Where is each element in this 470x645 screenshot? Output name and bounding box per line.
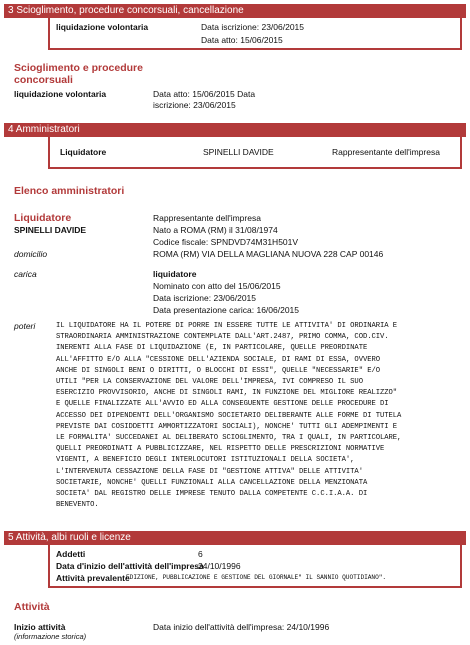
summary-representative: Rappresentante dell'impresa	[332, 147, 440, 157]
carica-nomina: Nominato con atto del 15/06/2015	[153, 281, 281, 291]
attivita-title: Attività	[14, 601, 50, 613]
poteri-line: PREVISTE DAI COSIDDETTI AMMORTIZZATORI SOCIALI), NONCHE' TUTTI GLI ADEMPIMENTI E	[56, 422, 398, 431]
poteri-line: SOCIETARIE, NONCHE' QUELLI FUNZIONALI ALLA CANCELLAZIONE DELLA MENZIONATA	[56, 478, 368, 487]
scioglimento-title-line2: concorsuali	[14, 74, 73, 86]
administrator-name: SPINELLI DAVIDE	[14, 225, 87, 235]
summary-date-atto: Data atto: 15/06/2015	[201, 35, 283, 45]
inizio-attivita-label: Inizio attività	[14, 622, 66, 632]
poteri-line: IL LIQUIDATORE HA IL POTERE DI PORRE IN ESSERE TUTTE LE ATTIVITA' DI ORDINARIA E	[56, 322, 398, 330]
section-3-header	[4, 4, 466, 18]
poteri-line: ACCESSO DEI DIPENDENTI DELL'ORGANISMO SOCIETARIO DELIBERANTE ALLE FORME DI TUTELA	[56, 411, 402, 420]
data-inizio-value: 24/10/1996	[198, 561, 241, 571]
attivita-prevalente-value: EDIZIONE, PUBBLICAZIONE E GESTIONE DEL GIORNALE" IL SANNIO QUOTIDIANO".	[126, 574, 387, 581]
section-4-title: 4 Amministratori	[8, 124, 80, 135]
poteri-line: VIGENTI, A BENEFICIO DEGLI INTERLOCUTORI ISTITUZIONALI DELLA SOCIETA',	[56, 456, 355, 465]
domicilio-label: domicilio	[14, 249, 48, 259]
poteri-line: QUELLI PREORDINATI A PUBBLICIZZARE, NEL RISPETTO DELLE PRESCRIZIONI NORMATIVE	[56, 445, 385, 454]
poteri-line: STRAORDINARIA AMMINISTRAZIONE CONTEMPLATE DALL'ART.2487, PRIMO COMMA, COD.CIV.	[56, 333, 389, 342]
carica-presentazione: Data presentazione carica: 16/06/2015	[153, 305, 300, 315]
poteri-label: poteri	[14, 321, 36, 331]
section-5-title: 5 Attività, albi ruoli e licenze	[8, 532, 131, 543]
addetti-value: 6	[198, 549, 203, 559]
poteri-line: INERENTI ALLA FASE DI LIQUIDAZIONE (E, IN PARTICOLARE, QUELLE PREORDINATE	[56, 344, 368, 353]
summary-role: Liquidatore	[60, 147, 107, 157]
scioglimento-line2: iscrizione: 23/06/2015	[153, 100, 236, 110]
poteri-line: E QUELLE FINALIZZATE ALL'AVVIO ED ALLA CONSEGUENTE GESTIONE DELLE PROCEDURE DI	[56, 400, 389, 409]
addetti-label: Addetti	[56, 549, 86, 559]
poteri-line: L'INTERVENUTA CESSAZIONE DELLA FASE DI "GESTIONE ATTIVA" DELLE ATTIVITA'	[56, 467, 363, 476]
data-inizio-label: Data d'inizio dell'attività dell'impresa	[56, 561, 204, 571]
scioglimento-title-line1: Scioglimento e procedure	[14, 62, 143, 74]
summary-label: liquidazione volontaria	[56, 22, 149, 32]
summary-date-iscrizione: Data iscrizione: 23/06/2015	[201, 22, 305, 32]
elenco-amministratori-title: Elenco amministratori	[14, 185, 125, 197]
section-4-summary-box	[48, 137, 462, 169]
carica-title: liquidatore	[153, 269, 197, 279]
poteri-line: ANCHE DI SINGOLI BENI O DIRITTI, O BLOCCHI DI ESSI", QUELLE "NECESSARIE" E/O	[56, 366, 381, 375]
scioglimento-line1: Data atto: 15/06/2015 Data	[153, 89, 256, 99]
domicilio-value: ROMA (RM) VIA DELLA MAGLIANA NUOVA 228 CAP 00146	[153, 249, 384, 259]
poteri-line: ALL'AFFITTO E/O ALLA "CESSIONE DELL'AZIENDA SOCIALE, DI RAMI DI ESSA, OVVERO	[56, 355, 381, 364]
poteri-line: SOCIETA' DAL REGISTRO DELLE IMPRESE TENUTO DALLA COMPETENTE C.C.I.A.A. DI	[56, 490, 368, 499]
scioglimento-label: liquidazione volontaria	[14, 89, 107, 99]
attivita-prevalente-label: Attività prevalente	[56, 573, 130, 583]
summary-name: SPINELLI DAVIDE	[203, 147, 274, 157]
poteri-line: BENEVENTO.	[56, 501, 99, 510]
section-3-title: 3 Scioglimento, procedure concorsuali, cancellazione	[8, 5, 244, 16]
section-5-summary-box	[48, 545, 462, 588]
liquidatore-title: Liquidatore	[14, 212, 72, 224]
poteri-line: ESERCIZIO PROVVISORIO, ANCHE DI SINGOLI RAMI, IN FUNZIONE DEL MIGLIORE REALIZZO"	[56, 389, 398, 398]
section-3-summary-box	[48, 18, 462, 50]
liquidatore-role-desc: Rappresentante dell'impresa	[153, 213, 261, 223]
carica-label: carica	[14, 269, 37, 279]
section-4-header	[4, 123, 466, 137]
poteri-line: LE FORMALITA' SUCCEDANEI AL DELIBERATO SCIOGLIMENTO, TRA I QUALI, IN PARTICOLARE,	[56, 434, 402, 443]
poteri-line: UTILI "PER LA CONSERVAZIONE DEL VALORE DELL'IMPRESA, IVI COMPRESO IL SUO	[56, 378, 363, 387]
section-5-header	[4, 531, 466, 545]
inizio-attivita-value: Data inizio dell'attività dell'impresa: 24/10/1996	[153, 622, 330, 632]
inizio-attivita-note: (informazione storica)	[14, 632, 87, 641]
codice-fiscale: Codice fiscale: SPNDVD74M31H501V	[153, 237, 299, 247]
birth-info: Nato a ROMA (RM) il 31/08/1974	[153, 225, 278, 235]
carica-iscrizione: Data iscrizione: 23/06/2015	[153, 293, 257, 303]
poteri-text	[56, 321, 466, 511]
